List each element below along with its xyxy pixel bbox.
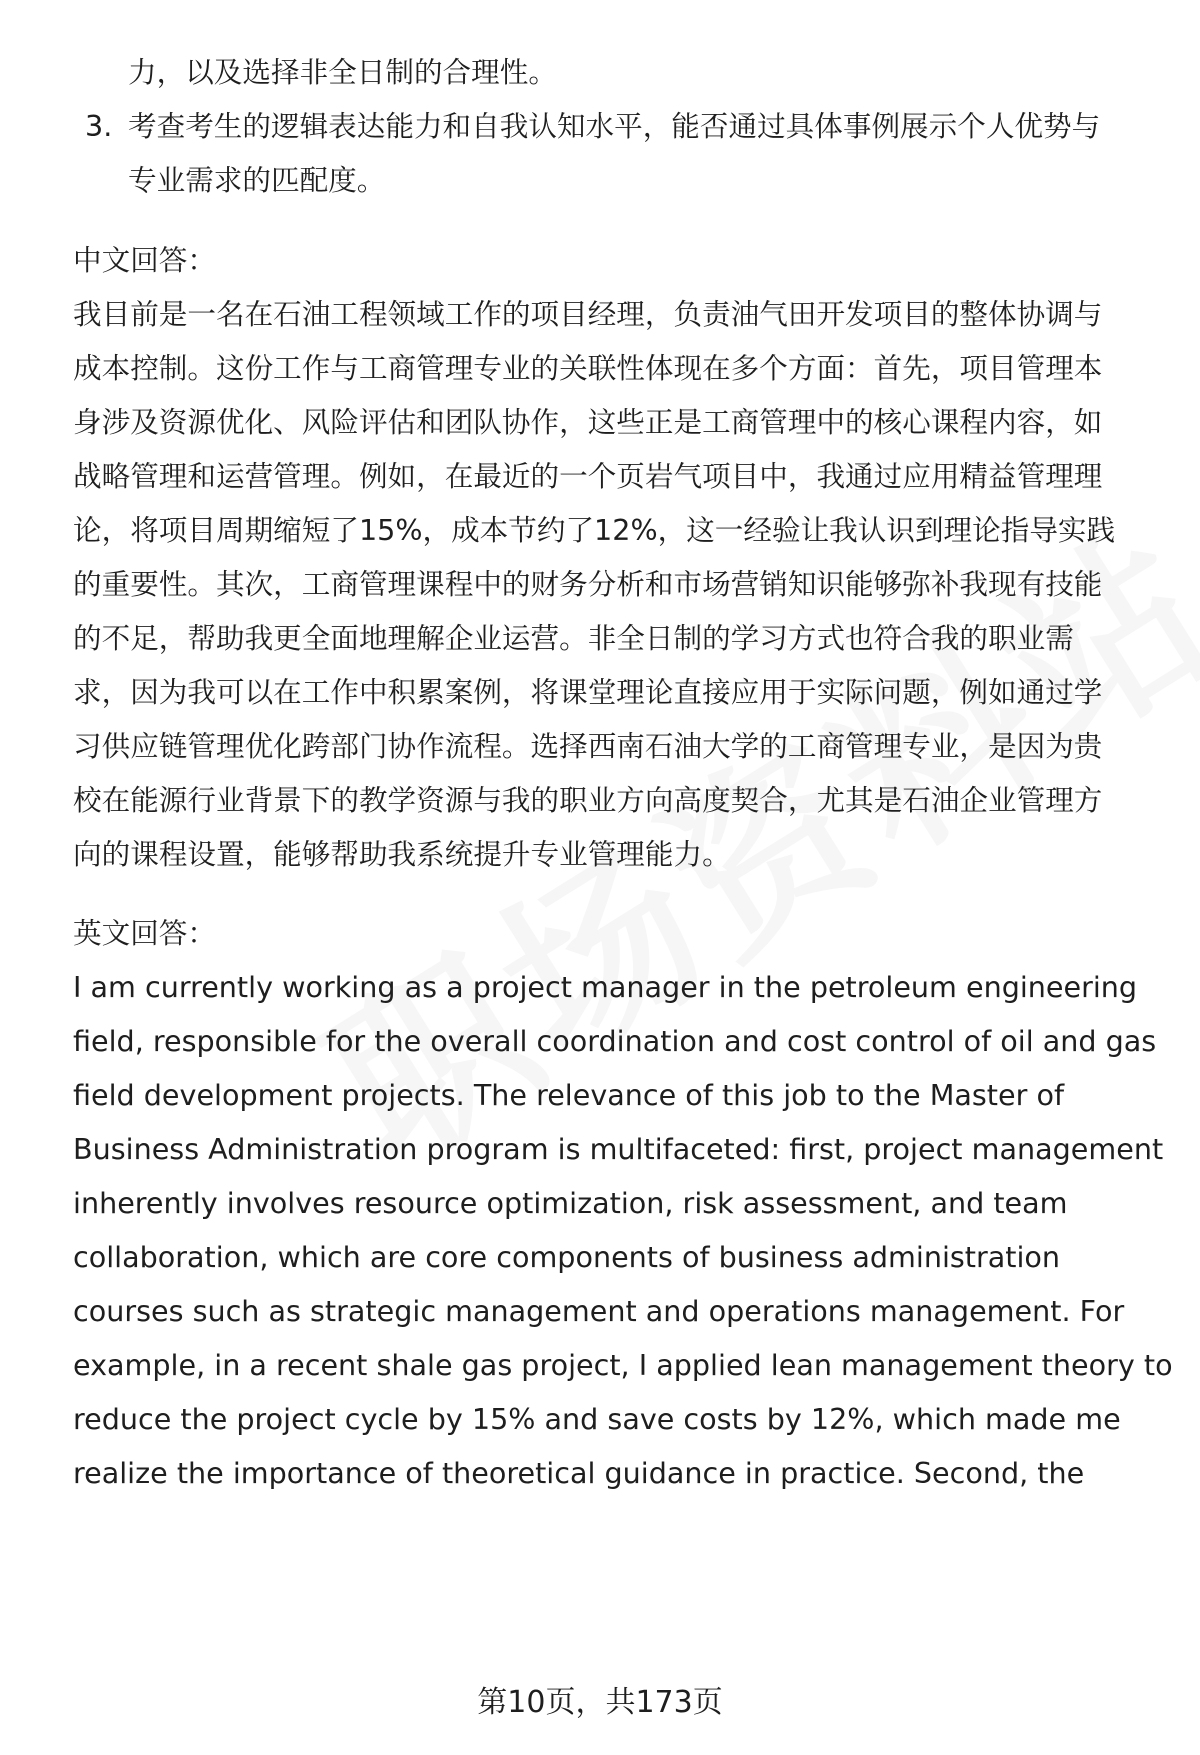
chinese-answer-line: 身涉及资源优化、风险评估和团队协作，这些正是工商管理中的核心课程内容，如 (73, 405, 1103, 439)
english-answer-line: reduce the project cycle by 15% and save costs by 12%, which made me (73, 1402, 1121, 1436)
question-item-2-tail: 力，以及选择非全日制的合理性。 (128, 55, 557, 89)
english-answer-line: inherently involves resource optimization, risk assessment, and team (73, 1186, 1068, 1220)
english-answer-line: field, responsible for the overall coordination and cost control of oil and gas (73, 1024, 1157, 1058)
page-number-footer: 第10页，共173页 (477, 1685, 723, 1720)
chinese-answer-line: 我目前是一名在石油工程领域工作的项目经理，负责油气田开发项目的整体协调与 (73, 297, 1103, 331)
chinese-answer-line: 论，将项目周期缩短了15%，成本节约了12%，这一经验让我认识到理论指导实践 (73, 513, 1116, 547)
chinese-answer-line: 习供应链管理优化跨部门协作流程。选择西南石油大学的工商管理专业，是因为贵 (73, 729, 1103, 763)
chinese-answer-line: 求，因为我可以在工作中积累案例，将课堂理论直接应用于实际问题，例如通过学 (73, 675, 1103, 709)
english-answer-line: collaboration, which are core components of business administration (73, 1240, 1061, 1274)
english-answer-line: field development projects. The relevance of this job to the Master of (73, 1078, 1065, 1112)
chinese-answer-line: 成本控制。这份工作与工商管理专业的关联性体现在多个方面：首先，项目管理本 (73, 351, 1103, 385)
english-answer-heading: 英文回答： (73, 916, 216, 950)
chinese-answer-line: 向的课程设置，能够帮助我系统提升专业管理能力。 (73, 837, 731, 871)
english-answer-line: courses such as strategic management and operations management. For (73, 1294, 1125, 1328)
question-item-3-line: 专业需求的匹配度。 (128, 163, 386, 197)
english-answer-line: example, in a recent shale gas project, I applied lean management theory to (73, 1348, 1173, 1382)
question-item-3-line: 考查考生的逻辑表达能力和自我认知水平，能否通过具体事例展示个人优势与 (128, 109, 1101, 143)
chinese-answer-line: 的重要性。其次，工商管理课程中的财务分析和市场营销知识能够弥补我现有技能 (73, 567, 1103, 601)
chinese-answer-line: 校在能源行业背景下的教学资源与我的职业方向高度契合，尤其是石油企业管理方 (73, 783, 1103, 817)
chinese-answer-line: 的不足，帮助我更全面地理解企业运营。非全日制的学习方式也符合我的职业需 (73, 621, 1074, 655)
english-answer-line: I am currently working as a project manager in the petroleum engineering (73, 970, 1138, 1004)
english-answer-line: realize the importance of theoretical guidance in practice. Second, the (73, 1456, 1085, 1490)
english-answer-line: Business Administration program is multifaceted: first, project management (73, 1132, 1164, 1166)
chinese-answer-heading: 中文回答： (73, 243, 216, 277)
chinese-answer-line: 战略管理和运营管理。例如，在最近的一个页岩气项目中，我通过应用精益管理理 (73, 459, 1103, 493)
question-item-3-number: 3. (85, 109, 113, 143)
